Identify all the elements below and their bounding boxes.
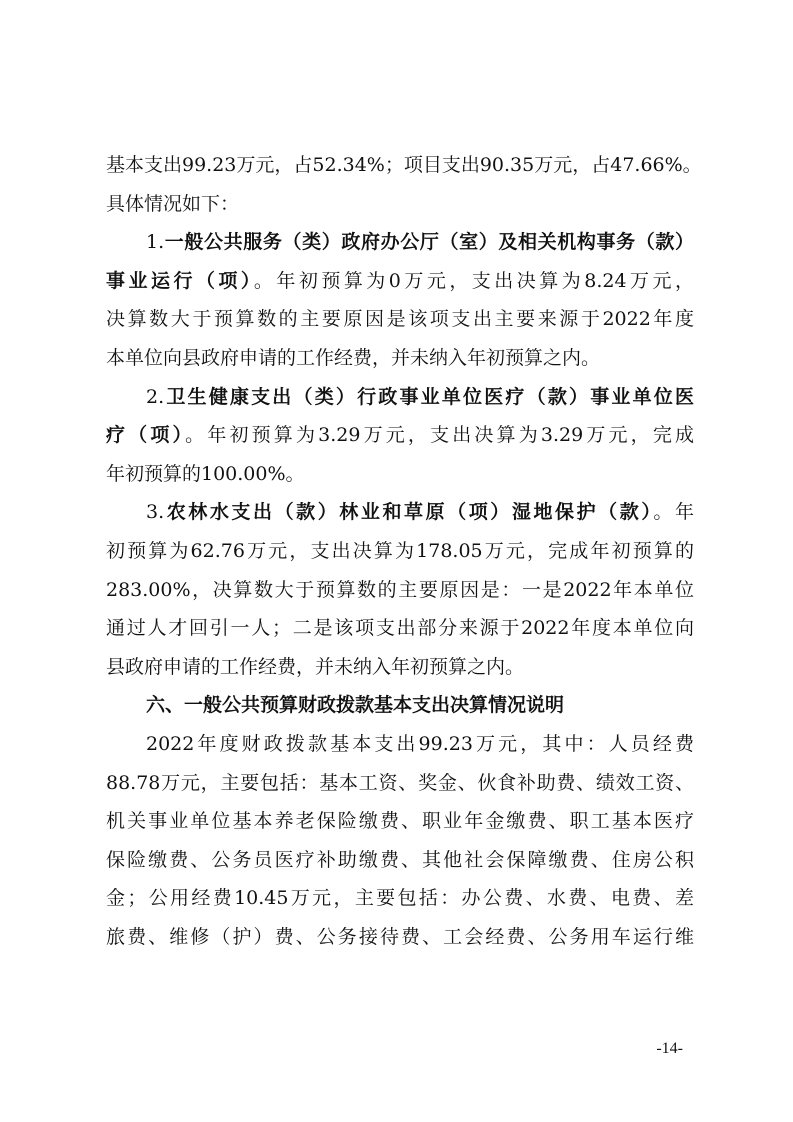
text-line <box>106 455 694 494</box>
item-title: 一般公共服务（类）政府办公厅（室）及相关机构事务（款） <box>164 231 694 254</box>
text-line <box>106 262 694 301</box>
text-line <box>106 841 694 880</box>
item-heading-2 <box>106 378 694 417</box>
page-number: -14- <box>656 1040 683 1057</box>
item-heading-3 <box>106 493 694 532</box>
text-run: 县政府申请的工作经费，并未纳入年初预算之内。 <box>106 655 525 678</box>
text-run: 保险缴费、公务员医疗补助缴费、其他社会保障缴费、住房公积 <box>106 848 694 871</box>
text-run: 初预算为62.76万元，支出决算为178.05万元，完成年初预算的 <box>106 539 694 562</box>
text-run: 本单位向县政府申请的工作经费，并未纳入年初预算之内。 <box>106 346 601 369</box>
item-title: 农林水支出（款）林业和草原（项）湿地保护（款） <box>164 501 654 524</box>
text-run: 。年初预算为3.29万元，支出决算为3.29万元，完成 <box>185 424 694 447</box>
text-run: 2022年度财政拨款基本支出99.23万元，其中：人员经费 <box>146 732 694 755</box>
text-line <box>106 879 694 918</box>
text-run: 。年 <box>653 501 694 524</box>
text-line <box>106 725 694 764</box>
text-line <box>106 571 694 610</box>
text-line <box>106 146 702 185</box>
text-run: 基本支出99.23万元，占52.34%；项目支出90.35万元，占47.66%。 <box>106 154 702 176</box>
item-title: 疗（项） <box>106 424 186 447</box>
text-line <box>106 609 694 648</box>
text-run: 旅费、维修（护）费、公务接待费、工会经费、公务用车运行维 <box>106 925 694 948</box>
item-number: 3. <box>146 501 165 524</box>
text-run: 通过人才回引一人；二是该项支出部分来源于2022年度本单位向 <box>106 617 694 640</box>
section-title: 六、一般公共预算财政拨款基本支出决算情况说明 <box>146 694 565 717</box>
text-line <box>106 416 694 455</box>
item-title: 卫生健康支出（类）行政事业单位医疗（款）事业单位医 <box>164 385 694 408</box>
text-line <box>106 185 694 224</box>
text-line <box>106 764 694 803</box>
item-number: 2. <box>146 385 165 408</box>
text-line <box>106 300 694 339</box>
text-run: 283.00%，决算数大于预算数的主要原因是：一是2022年本单位 <box>106 578 694 601</box>
item-title: 事业运行（项） <box>106 269 254 292</box>
text-run: 年初预算的100.00%。 <box>106 462 305 485</box>
text-run: 88.78万元，主要包括：基本工资、奖金、伙食补助费、绩效工资、 <box>106 771 694 794</box>
text-line <box>106 648 694 687</box>
text-line <box>106 532 694 571</box>
body-text <box>106 146 702 956</box>
text-line <box>106 802 694 841</box>
item-number: 1. <box>146 231 165 254</box>
text-run: 。年初预算为0万元，支出决算为8.24万元， <box>253 269 694 292</box>
text-run: 决算数大于预算数的主要原因是该项支出主要来源于2022年度 <box>106 308 694 331</box>
text-run: 具体情况如下： <box>106 192 240 215</box>
text-line <box>106 918 694 957</box>
text-run: 机关事业单位基本养老保险缴费、职业年金缴费、职工基本医疗 <box>106 810 694 833</box>
item-heading-1 <box>106 223 694 262</box>
text-run: 金；公用经费10.45万元，主要包括：办公费、水费、电费、差 <box>106 887 694 910</box>
section-heading <box>106 686 694 725</box>
text-line <box>106 339 694 378</box>
